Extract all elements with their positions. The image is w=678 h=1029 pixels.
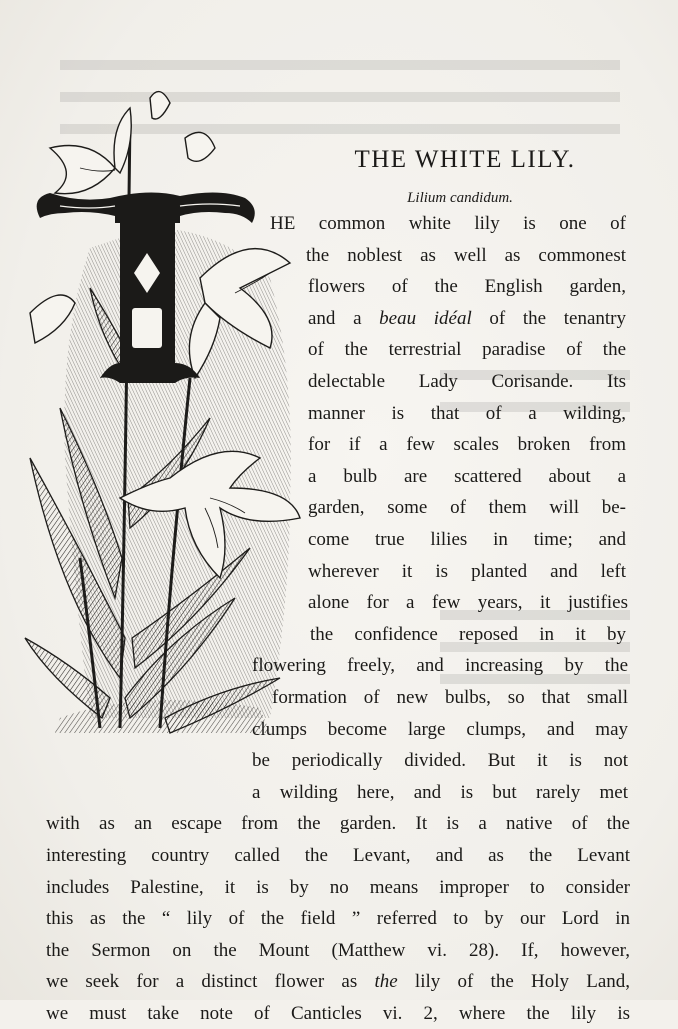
- text-span: the noblest as well as commonest: [306, 244, 626, 266]
- text-line: [308, 524, 626, 555]
- text-line: [308, 271, 626, 302]
- text-span: for if a few scales broken from: [308, 434, 626, 456]
- text-line: [252, 745, 628, 776]
- text-span: lily of the Holy Land,: [397, 971, 630, 993]
- text-span: wherever it is planted and left: [308, 560, 626, 582]
- text-line: [308, 398, 626, 429]
- text-line: [272, 682, 628, 713]
- text-span: with as an escape from the garden. It is a native of the: [46, 813, 630, 835]
- text-span: a wilding here, and is but rarely met: [252, 781, 628, 803]
- text-line: [308, 492, 626, 523]
- text-span: flowers of the English garden,: [308, 276, 626, 298]
- text-span: the Sermon on the Mount (Matthew vi. 28). If, however,: [46, 939, 630, 961]
- text-line: [308, 303, 626, 334]
- text-line: [46, 840, 630, 871]
- text-span: and a: [308, 307, 380, 329]
- text-line: [252, 777, 628, 808]
- italic-text: beau idéal: [379, 307, 472, 329]
- page-title: THE WHITE LILY.: [354, 146, 576, 173]
- text-line: [46, 935, 630, 966]
- text-span: be periodically divided. But it is not: [252, 750, 628, 772]
- text-span: garden, some of them will be-: [308, 497, 626, 519]
- text-line: [310, 619, 626, 650]
- text-span: the confidence reposed in it by: [310, 623, 626, 645]
- text-span: come true lilies in time; and: [308, 529, 626, 550]
- text-span: flowering freely, and increasing by the: [252, 655, 628, 677]
- text-span: clumps become large clumps, and may: [252, 718, 628, 740]
- italic-text: the: [374, 971, 398, 993]
- text-line: [308, 429, 626, 460]
- text-line: [308, 461, 626, 492]
- lily-illustration: [20, 78, 305, 738]
- text-span: of the terrestrial paradise of the: [308, 339, 626, 361]
- text-line: [306, 240, 626, 271]
- text-line: [252, 650, 628, 681]
- text-span: delectable Lady Corisande. Its: [308, 371, 626, 392]
- text-line: [46, 998, 630, 1029]
- text-span: manner is that of a wilding,: [308, 402, 626, 424]
- text-span: we must take note of Canticles vi. 2, where the lily is: [46, 1003, 630, 1024]
- text-line: [308, 334, 626, 365]
- text-line: [308, 587, 628, 618]
- text-line: [46, 808, 630, 839]
- text-line: [252, 714, 628, 745]
- text-span: includes Palestine, it is by no means improper to consider: [46, 876, 630, 898]
- text-span: alone for a few years, it justifies: [308, 592, 628, 614]
- text-line: [46, 872, 630, 903]
- text-span: this as the “ lily of the field ” referred to by our Lord in: [46, 908, 630, 930]
- text-line: [308, 556, 626, 587]
- text-line: [46, 903, 630, 934]
- text-span: interesting country called the Levant, and as the Levant: [46, 845, 630, 866]
- botanical-name: Lilium candidum.: [407, 190, 513, 206]
- text-span: HE common white lily is one of: [270, 213, 626, 234]
- text-line: [308, 366, 626, 397]
- text-line: [46, 966, 630, 997]
- text-span: formation of new bulbs, so that small: [272, 687, 628, 708]
- text-span: a bulb are scattered about a: [308, 465, 626, 487]
- text-span: we seek for a distinct flower as: [46, 971, 375, 993]
- text-line: [270, 208, 626, 239]
- text-span: of the tenantry: [471, 307, 626, 329]
